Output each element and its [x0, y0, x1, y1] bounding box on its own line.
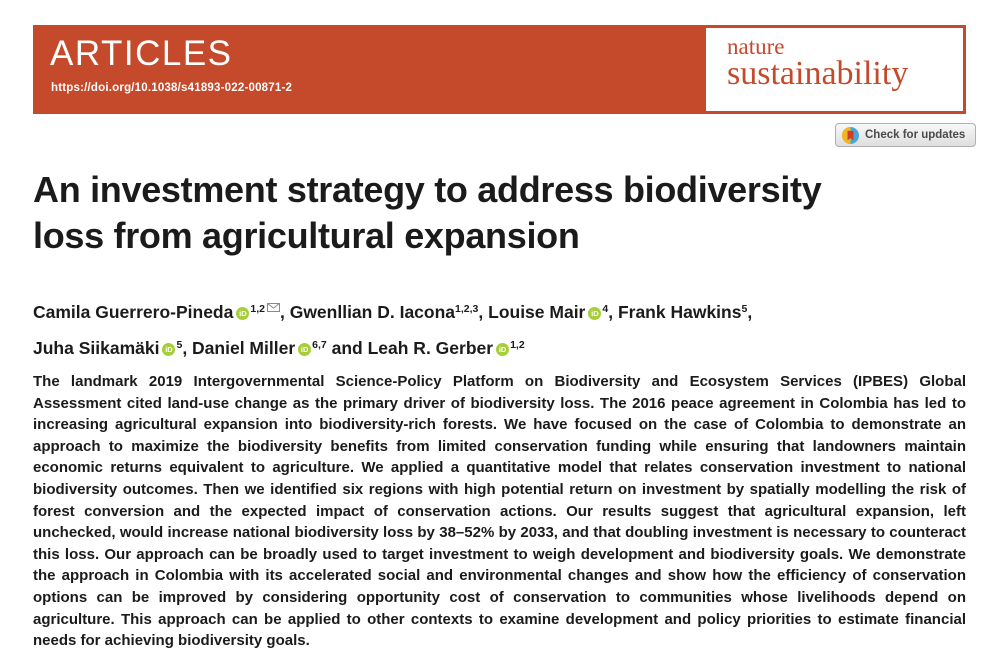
author-name: Frank Hawkins — [617, 302, 742, 322]
orcid-icon[interactable]: iD — [298, 343, 311, 356]
author-name: Juha Siikamäki — [33, 338, 160, 358]
author-name: Gwenllian D. Iacona — [289, 302, 456, 322]
orcid-icon[interactable]: iD — [588, 307, 601, 320]
author-separator: , — [608, 302, 618, 322]
author-list — [33, 290, 966, 365]
title-line-2: loss from agricultural expansion — [33, 215, 580, 256]
author-name: Louise Mair — [488, 302, 586, 322]
title-line-1: An investment strategy to address biodiversity — [33, 169, 822, 210]
crossmark-icon — [842, 127, 859, 144]
journal-logo-sustainability: sustainability — [727, 55, 909, 92]
section-label: ARTICLES — [50, 34, 233, 73]
orcid-icon[interactable]: iD — [236, 307, 249, 320]
author-separator: and — [326, 338, 368, 358]
author-name: Camila Guerrero-Pineda — [33, 302, 234, 322]
journal-logo — [706, 28, 963, 111]
author-separator: , — [182, 338, 193, 358]
author-affiliations: 5 — [176, 339, 183, 351]
orcid-icon[interactable]: iD — [496, 343, 509, 356]
author-line-2 — [33, 329, 966, 365]
author-separator: , — [478, 302, 489, 322]
author-name: Daniel Miller — [192, 338, 296, 358]
author-line-1 — [33, 290, 966, 329]
header-band — [33, 25, 966, 114]
journal-logo-nature: nature — [727, 34, 785, 59]
page-title — [33, 167, 966, 259]
orcid-icon[interactable]: iD — [162, 343, 175, 356]
author-name: Leah R. Gerber — [367, 338, 494, 358]
email-icon[interactable] — [267, 296, 280, 316]
check-for-updates-label: Check for updates — [865, 129, 966, 141]
abstract: The landmark 2019 Intergovernmental Science-Policy Platform on Biodiversity and Ecosystem Services (IPBES) Global Assessment cited land-use change as the primary driver of biodiversity loss. The 2016 peace agreement in Colombia has led to increasing agricultural expansion into biodiversity-rich forests. We have focused on the case of Colombia to demonstrate an approach to maximize the biodiversity benefits from limited conservation funding while ensuring that landowners maintain economic returns equivalent to agriculture. We applied a quantitative model that relates conservation investment to national biodiversity outcomes. Then we identified six regions with high potential return on investment by spatially modelling the risk of forest conversion and the expected impact of conservation actions. Our results suggest that agricultural expansion, left unchecked, would increase national biodiversity loss by 38–52% by 2033, and that doubling investment is necessary to counteract this loss. Our approach can be broadly used to target investment to weigh development and biodiversity goals. We demonstrate the approach in Colombia with its accelerated social and environmental changes and show how the efficiency of conservation options can be improved by considering opportunity cost of conservation to communities whose livelihoods depend on agriculture. This approach can be applied to other contexts to examine development and policy priorities to estimate financial needs for achieving biodiversity goals. — [33, 373, 966, 650]
author-affiliations: 5 — [741, 303, 748, 315]
check-for-updates-button[interactable] — [835, 123, 976, 147]
author-affiliations: 6,7 — [312, 339, 327, 351]
author-affiliations: 1,2,3 — [455, 303, 479, 315]
author-affiliations: 4 — [602, 303, 609, 315]
doi-link[interactable]: https://doi.org/10.1038/s41893-022-00871-2 — [51, 82, 293, 94]
author-affiliations: 1,2 — [510, 339, 525, 351]
author-affiliations: 1,2 — [250, 303, 265, 315]
author-separator: , — [747, 302, 753, 322]
author-separator: , — [279, 302, 290, 322]
